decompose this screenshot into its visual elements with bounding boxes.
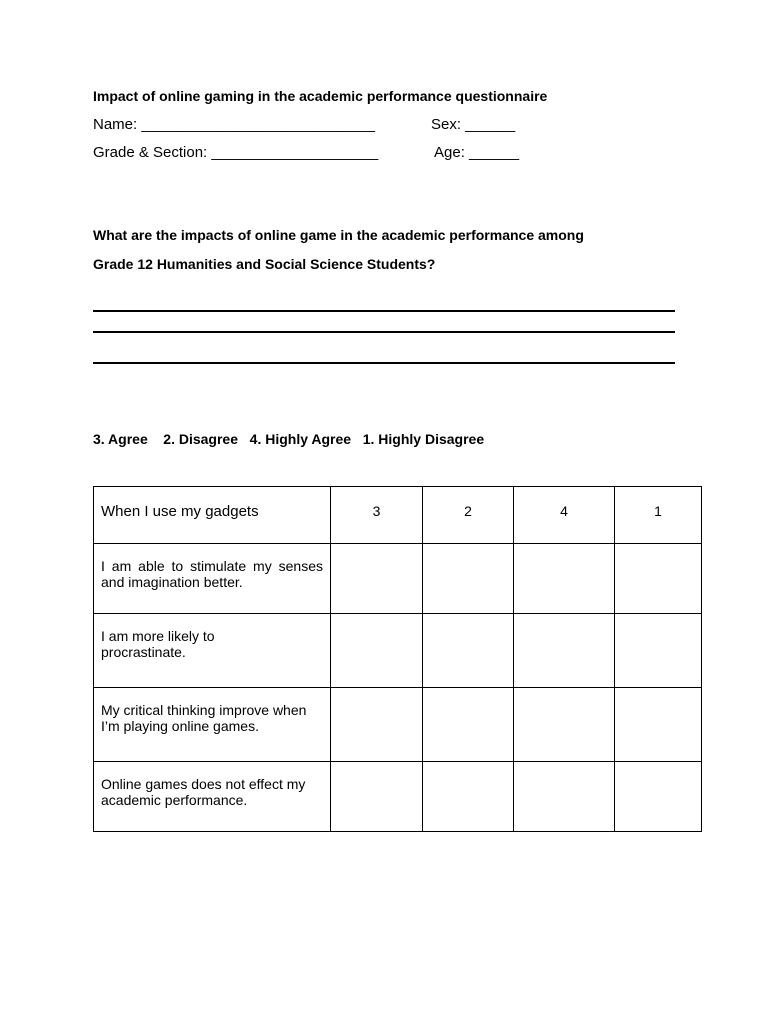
answer-cell-3[interactable]	[331, 544, 423, 614]
answer-cell-1[interactable]	[615, 614, 702, 688]
answer-cell-4[interactable]	[514, 614, 615, 688]
answer-cell-2[interactable]	[423, 688, 514, 762]
answer-cell-1[interactable]	[615, 688, 702, 762]
sex-field: Sex: ______	[431, 116, 516, 133]
answer-cell-2[interactable]	[423, 614, 514, 688]
header-rating-2: 2	[423, 487, 514, 544]
rating-scale-legend: 3. Agree 2. Disagree 4. Highly Agree 1. Highly Disagree	[93, 431, 485, 447]
answer-cell-1[interactable]	[615, 762, 702, 832]
document-title: Impact of online gaming in the academic performance questionnaire	[93, 88, 548, 104]
header-rating-1: 1	[615, 487, 702, 544]
answer-line-3	[93, 362, 675, 364]
age-field: Age: ______	[434, 144, 520, 161]
table-header-row	[94, 487, 702, 544]
header-rating-4: 4	[514, 487, 615, 544]
answer-cell-4[interactable]	[514, 688, 615, 762]
question-line-1: What are the impacts of online game in the academic performance among	[93, 227, 584, 243]
answer-cell-2[interactable]	[423, 544, 514, 614]
question-line-2: Grade 12 Humanities and Social Science Students?	[93, 256, 436, 272]
statement-cell: I am more likely to procrastinate.	[94, 614, 331, 688]
table-row	[94, 614, 702, 688]
grade-section-field: Grade & Section: ____________________	[93, 144, 379, 161]
answer-cell-3[interactable]	[331, 762, 423, 832]
answer-cell-3[interactable]	[331, 688, 423, 762]
table-row	[94, 544, 702, 614]
survey-table	[93, 486, 702, 832]
statement-cell: I am able to stimulate my senses and imagination better.	[94, 544, 331, 614]
name-field: Name: ____________________________	[93, 116, 375, 133]
statement-cell: My critical thinking improve when I’m playing online games.	[94, 688, 331, 762]
header-statement-cell: When I use my gadgets	[94, 487, 331, 544]
table-row	[94, 762, 702, 832]
answer-cell-4[interactable]	[514, 544, 615, 614]
answer-cell-4[interactable]	[514, 762, 615, 832]
answer-line-1	[93, 310, 675, 312]
answer-cell-3[interactable]	[331, 614, 423, 688]
header-rating-3: 3	[331, 487, 423, 544]
table-row	[94, 688, 702, 762]
answer-line-2	[93, 331, 675, 333]
statement-cell: Online games does not effect my academic performance.	[94, 762, 331, 832]
answer-cell-1[interactable]	[615, 544, 702, 614]
answer-cell-2[interactable]	[423, 762, 514, 832]
